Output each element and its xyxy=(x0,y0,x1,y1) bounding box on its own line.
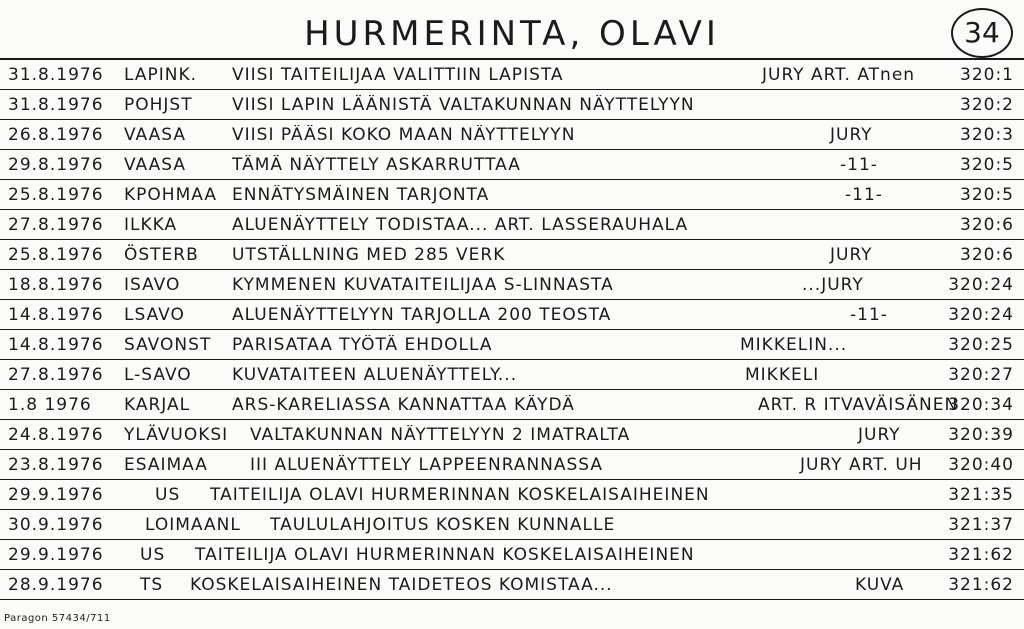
entry-source: YLÄVUOKSI xyxy=(124,425,229,445)
entry-headline: VIISI TAITEILIJAA VALITTIIN LAPISTA xyxy=(232,65,564,85)
entry-headline: ARS-KARELIASSA KANNATTAA KÄYDÄ xyxy=(232,395,575,415)
entry-row xyxy=(0,450,1024,480)
entry-ref: 320:25 xyxy=(948,335,1014,355)
entry-source: ISAVO xyxy=(124,275,181,295)
entry-row xyxy=(0,60,1024,90)
entry-row xyxy=(0,120,1024,150)
entry-source: US xyxy=(140,545,166,565)
entry-headline: ALUENÄYTTELY TODISTAA... ART. LASSERAUHALA xyxy=(232,215,689,235)
entry-row xyxy=(0,240,1024,270)
entry-note: JURY xyxy=(830,125,873,145)
entry-headline: VALTAKUNNAN NÄYTTELYYN 2 IMATRALTA xyxy=(250,425,631,445)
entry-headline: UTSTÄLLNING MED 285 VERK xyxy=(232,245,506,265)
entry-row xyxy=(0,540,1024,570)
entry-ref: 320:1 xyxy=(960,65,1014,85)
entry-date: 30.9.1976 xyxy=(8,515,104,535)
entry-source: POHJST xyxy=(124,95,193,115)
entry-ref: 321:37 xyxy=(948,515,1014,535)
entry-note: JURY ART. ATnen xyxy=(762,65,916,85)
entry-source: KARJAL xyxy=(124,395,191,415)
entry-source: ESAIMAA xyxy=(124,455,208,475)
entry-ref: 320:5 xyxy=(960,155,1014,175)
entry-headline: ENNÄTYSMÄINEN TARJONTA xyxy=(232,185,490,205)
entry-source: L-SAVO xyxy=(124,365,192,385)
entry-date: 29.8.1976 xyxy=(8,155,104,175)
entry-row xyxy=(0,510,1024,540)
entry-source: LAPINK. xyxy=(124,65,198,85)
entry-ref: 320:6 xyxy=(960,215,1014,235)
entry-date: 24.8.1976 xyxy=(8,425,104,445)
entry-ref: 320:40 xyxy=(948,455,1014,475)
entry-date: 29.9.1976 xyxy=(8,545,104,565)
entry-ref: 320:39 xyxy=(948,425,1014,445)
entry-note: JURY xyxy=(830,245,873,265)
entry-headline: ALUENÄYTTELYYN TARJOLLA 200 TEOSTA xyxy=(232,305,612,325)
entry-note: MIKKELI xyxy=(745,365,820,385)
entry-ref: 320:34 xyxy=(948,395,1014,415)
entry-headline: KOSKELAISAIHEINEN TAIDETEOS KOMISTAA... xyxy=(190,575,613,595)
card-number-badge: 34 xyxy=(951,8,1013,58)
entry-note: KUVA xyxy=(855,575,905,595)
entry-source: VAASA xyxy=(124,155,187,175)
entry-row xyxy=(0,300,1024,330)
entry-note: -11- xyxy=(840,155,878,175)
entry-ref: 320:27 xyxy=(948,365,1014,385)
entry-row xyxy=(0,570,1024,600)
entry-headline: TAITEILIJA OLAVI HURMERINNAN KOSKELAISAIHEINEN xyxy=(195,545,695,565)
entry-source: TS xyxy=(140,575,164,595)
entry-source: VAASA xyxy=(124,125,187,145)
entry-headline: PARISATAA TYÖTÄ EHDOLLA xyxy=(232,335,493,355)
entry-headline: TÄMÄ NÄYTTELY ASKARRUTTAA xyxy=(232,155,521,175)
entry-date: 28.9.1976 xyxy=(8,575,104,595)
entries-list xyxy=(0,60,1024,600)
entry-source: LOIMAANL xyxy=(145,515,241,535)
entry-row xyxy=(0,270,1024,300)
entry-source: US xyxy=(155,485,181,505)
entry-date: 18.8.1976 xyxy=(8,275,104,295)
entry-date: 1.8 1976 xyxy=(8,395,92,415)
entry-row xyxy=(0,330,1024,360)
entry-note: MIKKELIN... xyxy=(740,335,848,355)
entry-note: ART. R ITVAVÄISÄNEN xyxy=(758,395,959,415)
entry-row xyxy=(0,210,1024,240)
entry-ref: 320:24 xyxy=(948,275,1014,295)
entry-headline: TAITEILIJA OLAVI HURMERINNAN KOSKELAISAIHEINEN xyxy=(210,485,710,505)
card-title: HURMERINTA, OLAVI xyxy=(304,14,720,54)
entry-note: JURY xyxy=(858,425,901,445)
entry-date: 14.8.1976 xyxy=(8,335,104,355)
entry-note: ...JURY xyxy=(802,275,864,295)
entry-row xyxy=(0,90,1024,120)
entry-row xyxy=(0,180,1024,210)
entry-ref: 321:62 xyxy=(948,575,1014,595)
entry-date: 25.8.1976 xyxy=(8,245,104,265)
entry-headline: KYMMENEN KUVATAITEILIJAA S-LINNASTA xyxy=(232,275,614,295)
entry-headline: KUVATAITEEN ALUENÄYTTELY... xyxy=(232,365,518,385)
entry-date: 27.8.1976 xyxy=(8,365,104,385)
entry-row xyxy=(0,150,1024,180)
entry-row xyxy=(0,480,1024,510)
entry-date: 27.8.1976 xyxy=(8,215,104,235)
entry-date: 25.8.1976 xyxy=(8,185,104,205)
entry-ref: 320:3 xyxy=(960,125,1014,145)
entry-source: ÖSTERB xyxy=(124,245,199,265)
card-footer-imprint: Paragon 57434/711 xyxy=(4,613,111,624)
entry-note: -11- xyxy=(845,185,883,205)
entry-date: 26.8.1976 xyxy=(8,125,104,145)
entry-date: 31.8.1976 xyxy=(8,65,104,85)
entry-note: JURY ART. UH xyxy=(800,455,923,475)
entry-ref: 321:62 xyxy=(948,545,1014,565)
entry-source: ILKKA xyxy=(124,215,178,235)
entry-headline: TAULULAHJOITUS KOSKEN KUNNALLE xyxy=(270,515,616,535)
entry-source: KPOHMAA xyxy=(124,185,217,205)
entry-headline: III ALUENÄYTTELY LAPPEENRANNASSA xyxy=(250,455,604,475)
entry-source: LSAVO xyxy=(124,305,185,325)
entry-note: -11- xyxy=(850,305,888,325)
entry-ref: 320:24 xyxy=(948,305,1014,325)
entry-row xyxy=(0,360,1024,390)
entry-ref: 320:2 xyxy=(960,95,1014,115)
entry-ref: 321:35 xyxy=(948,485,1014,505)
entry-headline: VIISI PÄÄSI KOKO MAAN NÄYTTELYYN xyxy=(232,125,576,145)
entry-row xyxy=(0,390,1024,420)
entry-date: 29.9.1976 xyxy=(8,485,104,505)
entry-row xyxy=(0,420,1024,450)
entry-source: SAVONST xyxy=(124,335,212,355)
entry-date: 31.8.1976 xyxy=(8,95,104,115)
entry-ref: 320:5 xyxy=(960,185,1014,205)
entry-date: 23.8.1976 xyxy=(8,455,104,475)
entry-headline: VIISI LAPIN LÄÄNISTÄ VALTAKUNNAN NÄYTTELYYN xyxy=(232,95,695,115)
entry-ref: 320:6 xyxy=(960,245,1014,265)
entry-date: 14.8.1976 xyxy=(8,305,104,325)
